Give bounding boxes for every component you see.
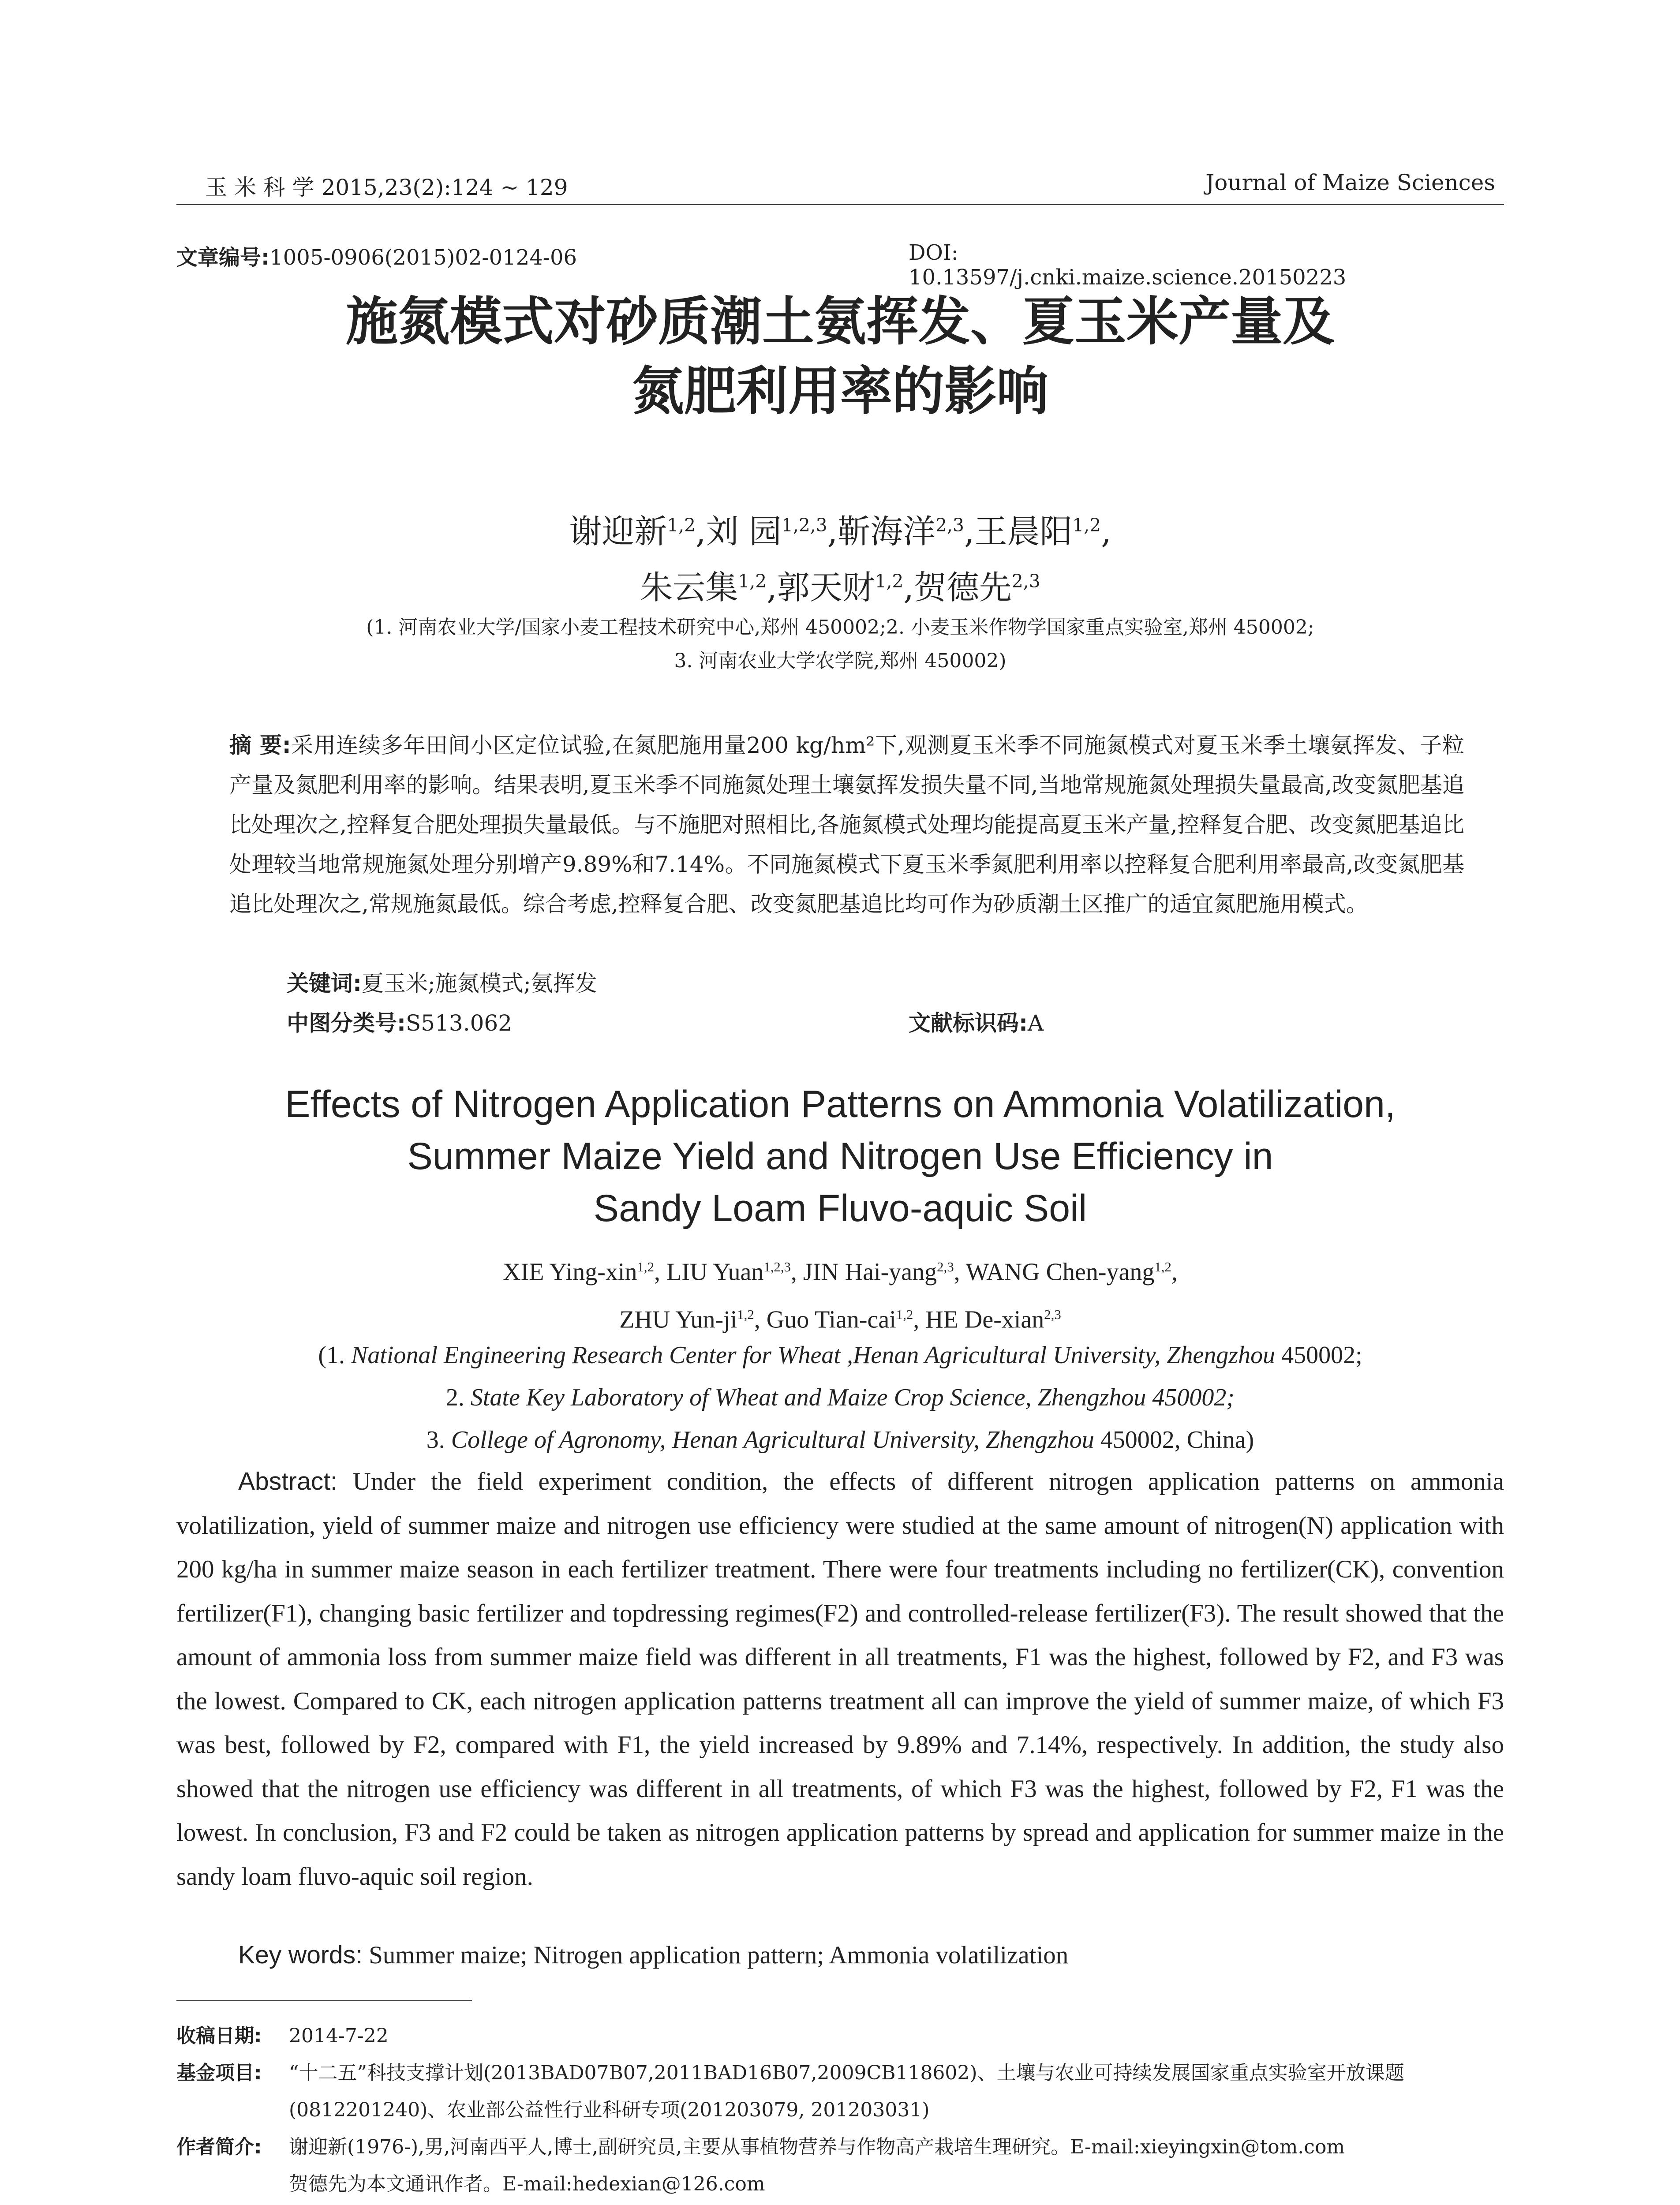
author-sep: , [954, 1258, 966, 1286]
abstract-en-text: Under the field experiment condition, the effects of different nitrogen application patterns on ammonia volatilization, yield of summer maize and nitrogen use efficiency were studied at the same amount of nitrogen(N) application with 200 kg/ha in summer maize season in each fertilizer treatment. There were four treatments including no fertilizer(CK), convention fertilizer(F1), changing basic fertilizer and topdressing regimes(F2) and controlled-release fertilizer(F3). The result showed that the amount of ammonia loss from summer maize field was different in all treatments, F1 was the highest, followed by F2, and F3 was the lowest. Compared to CK, each nitrogen application patterns treatment all can improve the yield of summer maize, of which F3 was best, followed by F2, compared with F1, the yield increased by 9.89% and 7.14%, respectively. In addition, the study also showed that the nitrogen use efficiency was different in all treatments, of which F3 was the highest, followed by F2, F1 was the lowest. In conclusion, F3 and F2 could be taken as nitrogen application patterns by spread and application for summer maize in the sandy loam fluvo-aquic soil region. [176, 1468, 1504, 1891]
doi[interactable]: DOI: 10.13597/j.cnki.maize.science.20150223 [909, 240, 1347, 290]
footnote-rule [176, 2000, 472, 2001]
author-bio-text [289, 2129, 1504, 2203]
fund-row [176, 2055, 1504, 2129]
affiliation-en-line2 [176, 1376, 1504, 1419]
author-affil-sup: 1,2 [738, 570, 767, 592]
keywords-en-label: Key words: [238, 1941, 363, 1969]
affiliation-cn-line2: 3. 河南农业大学农学院,郑州 450002) [674, 650, 1007, 672]
author-name: XIE Ying-xin [503, 1258, 637, 1286]
keywords-en-text: Summer maize; Nitrogen application pattern; Ammonia volatilization [362, 1941, 1069, 1969]
affiliation-en-lead3: 3. [426, 1426, 451, 1454]
keywords-cn-label: 关键词: [287, 971, 362, 996]
author-sep: , [913, 1306, 926, 1334]
author-affil-sup: 1,2 [737, 1307, 754, 1322]
authors-cn [176, 501, 1504, 612]
author-sep: , [827, 512, 838, 551]
article-no-label: 文章编号: [176, 245, 270, 270]
authors-cn-line1 [176, 501, 1504, 557]
keywords-cn [287, 966, 597, 998]
author-affil-sup: 1,2 [1154, 1259, 1171, 1274]
fund-line2: (0812201240)、农业部公益性行业科研专项(201203079, 201203031) [289, 2099, 930, 2121]
title-en [176, 1078, 1504, 1234]
affiliation-en-line1 [176, 1334, 1504, 1376]
title-cn-line1: 施氮模式对砂质潮土氨挥发、夏玉米产量及 [345, 291, 1335, 352]
affiliation-en-inst3: College of Agronomy, Henan Agricultural University, Zhengzhou [451, 1426, 1094, 1454]
author-name: 贺德先 [913, 568, 1012, 607]
received-date: 2014-7-22 [289, 2025, 389, 2047]
author-affil-sup: 2,3 [937, 1259, 954, 1274]
author-name: JIN Hai-yang [803, 1258, 937, 1286]
author-affil-sup: 1,2 [875, 570, 904, 592]
title-en-line3: Sandy Loam Fluvo-aquic Soil [593, 1187, 1087, 1230]
article-meta [176, 240, 1367, 290]
author-name: 朱云集 [640, 568, 738, 607]
author-name: 靳海洋 [838, 512, 936, 551]
author-bio-label: 作者简介: [176, 2136, 262, 2158]
affiliation-en-inst1: National Engineering Research Center for Wheat ,Henan Agricultural University, Zhengzhou [351, 1342, 1276, 1369]
title-cn [176, 287, 1504, 426]
abstract-cn-text: 采用连续多年田间小区定位试验,在氮肥施用量200 kg/hm²下,观测夏玉米季不同施氮模式对夏玉米季土壤氨挥发、子粒产量及氮肥利用率的影响。结果表明,夏玉米季不同施氮处理土壤氨挥发损失量不同,当地常规施氮处理损失量最高,改变氮肥基追比处理次之,控释复合肥处理损失量最低。与不施肥对照相比,各施氮模式处理均能提高夏玉米产量,控释复合肥、改变氮肥基追比处理较当地常规施氮处理分别增产9.89%和7.14%。不同施氮模式下夏玉米季氮肥利用率以控释复合肥利用率最高,改变氮肥基追比处理次之,常规施氮最低。综合考虑,控释复合肥、改变氮肥基追比均可作为砂质潮土区推广的适宜氮肥施用模式。 [229, 733, 1465, 917]
fund-label: 基金项目: [176, 2062, 262, 2084]
title-cn-line2: 氮肥利用率的影响 [632, 361, 1048, 422]
author-name: 刘 园 [706, 512, 782, 551]
affiliation-en-tail3: 450002, China) [1094, 1426, 1254, 1454]
clc-code: S513.062 [406, 1010, 513, 1036]
header-rule [176, 204, 1504, 205]
author-name: ZHU Yun-ji [619, 1306, 737, 1334]
running-header [205, 170, 1495, 202]
author-affil-sup: 1,2,3 [763, 1259, 791, 1274]
author-sep: , [767, 568, 777, 607]
affiliation-en-tail1: 450002; [1275, 1342, 1362, 1369]
keywords-cn-text: 夏玉米;施氮模式;氨挥发 [362, 971, 597, 996]
author-sep: , [964, 512, 975, 551]
abstract-cn [229, 725, 1464, 924]
journal-name-en: Journal of Maize Sciences [1205, 170, 1495, 195]
author-bio-line2: 贺德先为本文通讯作者。E-mail:hedexian@126.com [289, 2173, 765, 2195]
author-affil-sup: 1,2 [896, 1307, 913, 1322]
author-bio-row [176, 2129, 1504, 2203]
author-affil-sup: 1,2 [637, 1259, 654, 1274]
author-affil-sup: 2,3 [935, 515, 964, 536]
affiliations-cn [176, 611, 1504, 678]
title-en-line2: Summer Maize Yield and Nitrogen Use Efficiency in [407, 1135, 1273, 1177]
authors-en [176, 1246, 1504, 1341]
author-bio-line1: 谢迎新(1976-),男,河南西平人,博士,副研究员,主要从事植物营养与作物高产栽培生理研究。E-mail:xieyingxin@tom.com [289, 2136, 1345, 2158]
abstract-en-label: Abstract: [238, 1467, 337, 1495]
author-name: Guo Tian-cai [766, 1306, 896, 1334]
author-sep: , [1171, 1258, 1178, 1286]
article-no: 1005-0906(2015)02-0124-06 [269, 245, 577, 270]
affiliation-en-inst2: State Key Laboratory of Wheat and Maize Crop Science, Zhengzhou 450002; [470, 1384, 1235, 1411]
affiliation-en-lead2: 2. [445, 1384, 471, 1411]
author-affil-sup: 2,3 [1011, 570, 1040, 592]
author-affil-sup: 1,2,3 [782, 515, 827, 536]
affiliations-en [176, 1334, 1504, 1461]
abstract-en [176, 1460, 1504, 1899]
author-name: 郭天财 [777, 568, 875, 607]
author-name: HE De-xian [925, 1306, 1044, 1334]
affiliation-en-line3 [176, 1419, 1504, 1461]
author-name: 王晨阳 [974, 512, 1073, 551]
author-affil-sup: 2,3 [1044, 1307, 1061, 1322]
received-date-row [176, 2018, 1504, 2055]
received-label: 收稿日期: [176, 2025, 262, 2047]
author-sep: , [654, 1258, 666, 1286]
abstract-cn-label: 摘 要: [229, 733, 291, 758]
journal-citation-cn: 玉 米 科 学 2015,23(2):124 ~ 129 [205, 175, 568, 200]
fund-line1: “十二五”科技支撑计划(2013BAD07B07,2011BAD16B07,2009CB118602)、土壤与农业可持续发展国家重点实验室开放课题 [289, 2062, 1404, 2084]
author-sep: , [903, 568, 914, 607]
classification-line [287, 1005, 1478, 1037]
author-name: LIU Yuan [666, 1258, 764, 1286]
author-affil-sup: 1,2 [667, 515, 696, 536]
footnotes [176, 2018, 1504, 2203]
fund-text [289, 2055, 1504, 2129]
affiliation-cn-line1: (1. 河南农业大学/国家小麦工程技术研究中心,郑州 450002;2. 小麦玉米作物学国家重点实验室,郑州 450002; [366, 616, 1314, 639]
doc-code-value: A [1028, 1010, 1044, 1036]
author-sep: , [696, 512, 706, 551]
author-name: 谢迎新 [569, 512, 667, 551]
clc-label: 中图分类号: [287, 1010, 406, 1036]
authors-en-line1 [176, 1246, 1504, 1293]
author-sep: , [790, 1258, 803, 1286]
doc-code-label: 文献标识码: [909, 1010, 1028, 1036]
keywords-en [238, 1940, 1068, 1970]
authors-cn-line2 [176, 557, 1504, 613]
document-code [909, 1005, 1044, 1037]
author-name: WANG Chen-yang [965, 1258, 1155, 1286]
author-sep: , [1101, 512, 1111, 551]
affiliation-en-open: (1. [318, 1342, 351, 1369]
author-sep: , [754, 1306, 767, 1334]
title-en-line1: Effects of Nitrogen Application Patterns on Ammonia Volatilization, [285, 1083, 1396, 1125]
author-affil-sup: 1,2 [1072, 515, 1101, 536]
